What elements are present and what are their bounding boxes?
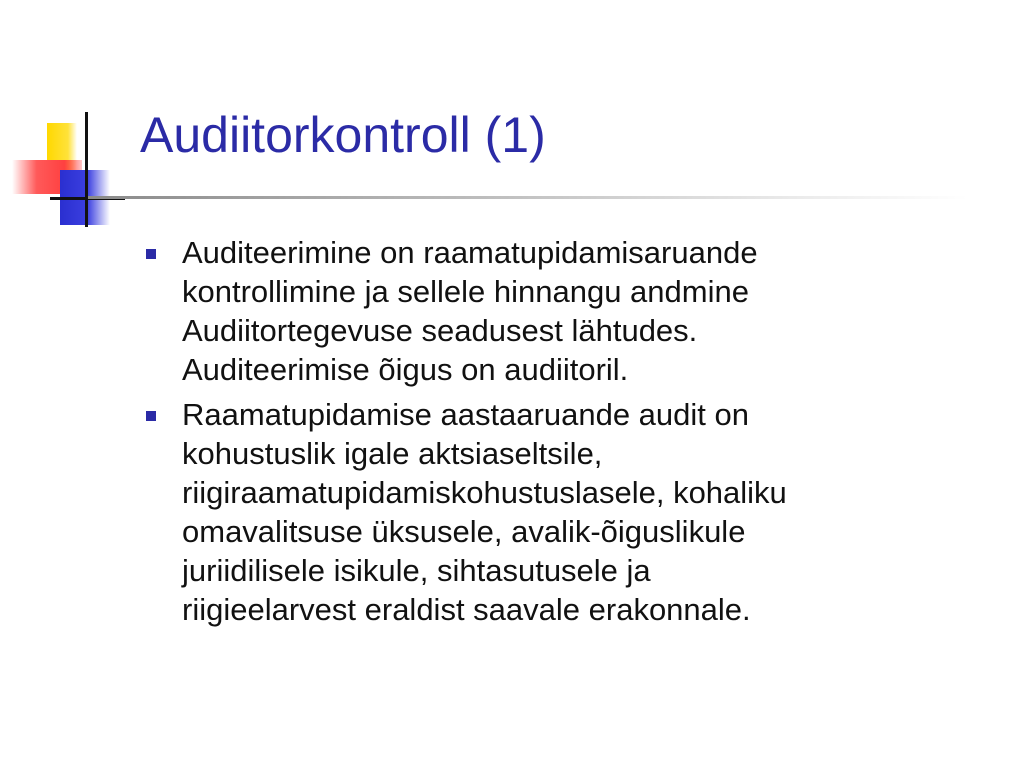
bullet-item [146, 395, 966, 629]
bullet-item [146, 233, 966, 389]
slide-title: Audiitorkontroll (1) [140, 107, 546, 163]
title-underline [88, 196, 968, 199]
bullet-text: Raamatupidamise aastaaruande audit on kohustuslik igale aktsiaseltsile, riigiraamatupidamiskohustuslasele, kohaliku omavalitsuse üksusele, avalik-õiguslikule juriidilisele isikule, sihtasutusele ja riigieelarvest eraldist saavale erakonnale. [182, 397, 787, 627]
square-bullet-icon [146, 411, 156, 421]
bullet-list [146, 233, 966, 635]
bullet-text: Auditeerimine on raamatupidamisaruande kontrollimine ja sellele hinnangu andmine Audiitortegevuse seadusest lähtudes. Auditeerimise õigus on audiitoril. [182, 235, 758, 387]
square-bullet-icon [146, 249, 156, 259]
corner-logo-decoration [0, 0, 160, 240]
vertical-line-decoration [85, 112, 88, 227]
